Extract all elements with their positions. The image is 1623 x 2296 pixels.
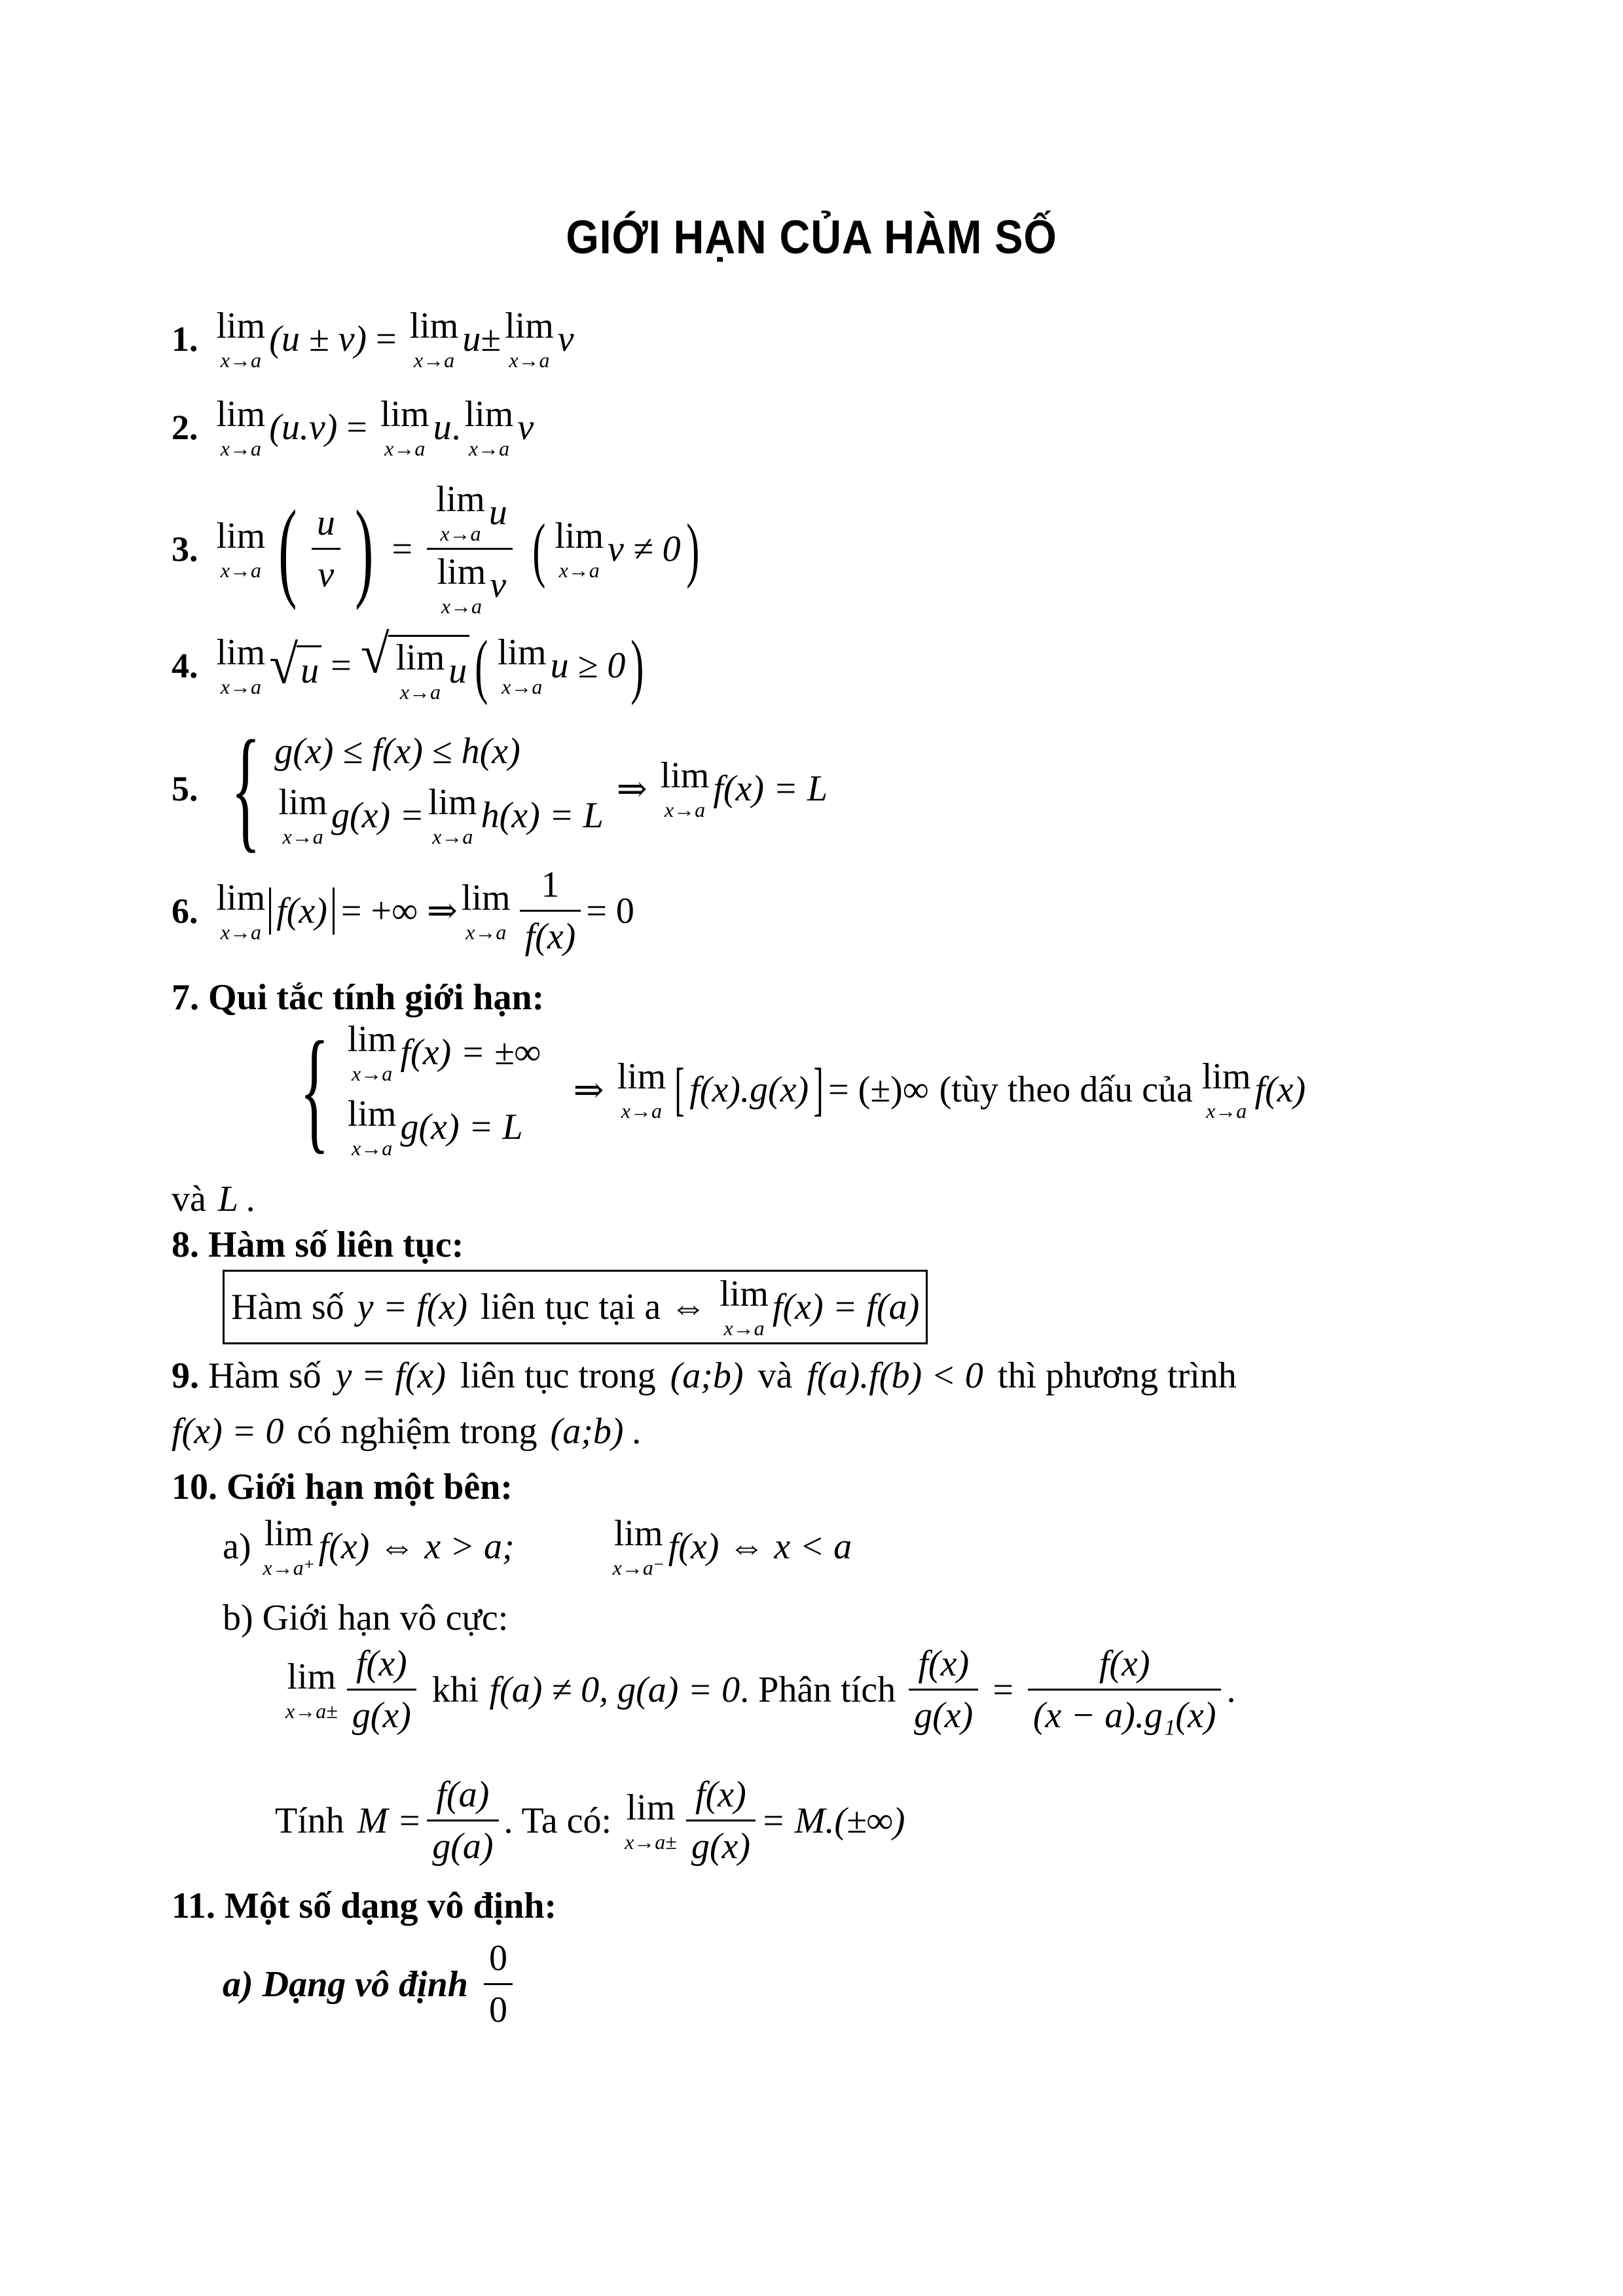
- section-10b-heading: b) Giới hạn vô cực:: [223, 1598, 509, 1638]
- formula-8: [223, 1270, 928, 1344]
- section-10-heading: 10. Giới hạn một bên:: [172, 1467, 513, 1507]
- section-7-heading: 7. Qui tắc tính giới hạn:: [172, 977, 545, 1018]
- formula-10b-2: Tính M = $\frac{f(a)}{g(a)}$ . Ta có: lim x→a± $\frac{f(x)}{g(x)}$ = M.(±∞): [275, 1774, 905, 1867]
- formula-3: 3. lim x→a ( $\frac{u}{v}$ ) = lim x→a u lim x→a v ( lim x→a v ≠ 0 ): [172, 479, 700, 618]
- formula-10a: a) lim x→a⁺ f(x) ⇔ x > a; lim x→a⁻ f(x) ⇔ x < a: [223, 1513, 852, 1579]
- section-11a: a) Dạng vô định $\frac{0}{0}$: [223, 1937, 518, 2032]
- formula-4: 4. lim x→a √ u = √ lim x→a u ( lim x→a u ≥ 0 ): [172, 624, 644, 706]
- section-9-line1: 9. Hàm số y = f(x) liên tục trong (a;b) và f(a).f(b) < 0 thì phương trình: [172, 1355, 1237, 1396]
- section-11-heading: 11. Một số dạng vô định:: [172, 1886, 557, 1926]
- page-title: GIỚI HẠN CỦA HÀM SỐ: [566, 211, 1057, 264]
- continuity-box: Hàm số y = f(x) liên tục tại a ⇔ lim x→a f(x) = f(a): [223, 1270, 928, 1344]
- formula-5: 5. { g(x) ≤ f(x) ≤ h(x) lim x→a g(x) = lim x→a h(x) = L ⇒ lim x→a f(x) = L: [172, 713, 828, 865]
- section-8-heading: 8. Hàm số liên tục:: [172, 1225, 464, 1265]
- section-9-line2: f(x) = 0 có nghiệm trong (a;b) .: [172, 1411, 642, 1452]
- section-7-tail: và L .: [172, 1179, 256, 1219]
- formula-6: 6. lim x→a f(x) = +∞ ⇒ lim x→a $\frac{1}{f(x)}$ = 0: [172, 865, 634, 958]
- formula-10b-1: lim x→a± $\frac{f(x)}{g(x)}$ khi f(a) ≠ 0, g(a) = 0 . Phân tích $\frac{f(x)}{g(x)}$ = $\frac{f(x)}{\text{(x − a).g₁(x)}}$ .: [285, 1643, 1236, 1736]
- formula-1: 1. lim x→a (u ± v) = lim x→a u ± lim x→a v: [172, 306, 574, 372]
- formula-2: 2. lim x→a (u.v) = lim x→a u . lim x→a v: [172, 394, 534, 460]
- formula-7: { lim x→a f(x) = ±∞ lim x→a g(x) = L ⇒ lim x→a [ f(x).g(x) ] = (±)∞ (tùy theo dấu của lim x→a f(x): [299, 1014, 1306, 1166]
